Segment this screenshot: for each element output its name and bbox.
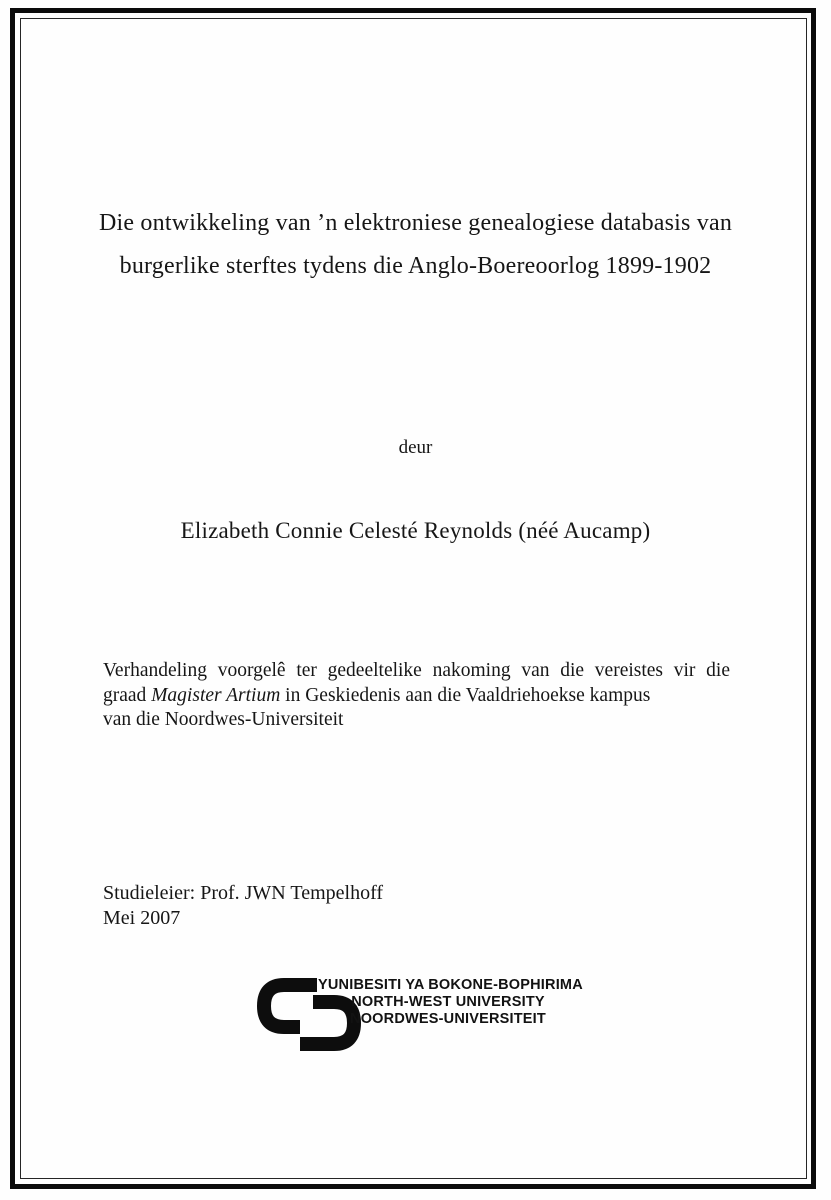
logo-text-afrikaans: NOORDWES-UNIVERSITEIT	[350, 1011, 546, 1027]
date-line: Mei 2007	[103, 907, 181, 929]
declaration-line-2-pre: graad	[103, 684, 152, 706]
thesis-title-line-1: Die ontwikkeling van ’n elektroniese genealogiese databasis van	[98, 210, 733, 236]
byline-deur: deur	[398, 437, 433, 458]
supervisor-block	[103, 881, 383, 931]
supervisor-line: Studieleier: Prof. JWN Tempelhoff	[103, 882, 384, 904]
logo-text-english: NORTH-WEST UNIVERSITY	[351, 994, 545, 1010]
university-logo	[255, 974, 583, 1052]
degree-name: Magister Artium	[151, 684, 281, 706]
declaration-line-3: van die Noordwes-Universiteit	[103, 709, 344, 730]
author-name: Elizabeth Connie Celesté Reynolds (néé Aucamp)	[180, 518, 651, 543]
university-logo-text	[318, 974, 583, 1028]
declaration-line-2	[103, 684, 730, 709]
declaration-line-1: Verhandeling voorgelê ter gedeeltelike nakoming van die vereistes vir die	[103, 660, 730, 681]
degree-declaration	[103, 659, 730, 733]
thesis-title-line-2: burgerlike sterftes tydens die Anglo-Boereoorlog 1899-1902	[119, 253, 712, 279]
thesis-title	[55, 202, 776, 288]
declaration-line-2-post: in Geskiedenis aan die Vaaldriehoekse kampus	[280, 684, 651, 706]
logo-text-setswana: YUNIBESITI YA BOKONE-BOPHIRIMA	[318, 977, 583, 993]
